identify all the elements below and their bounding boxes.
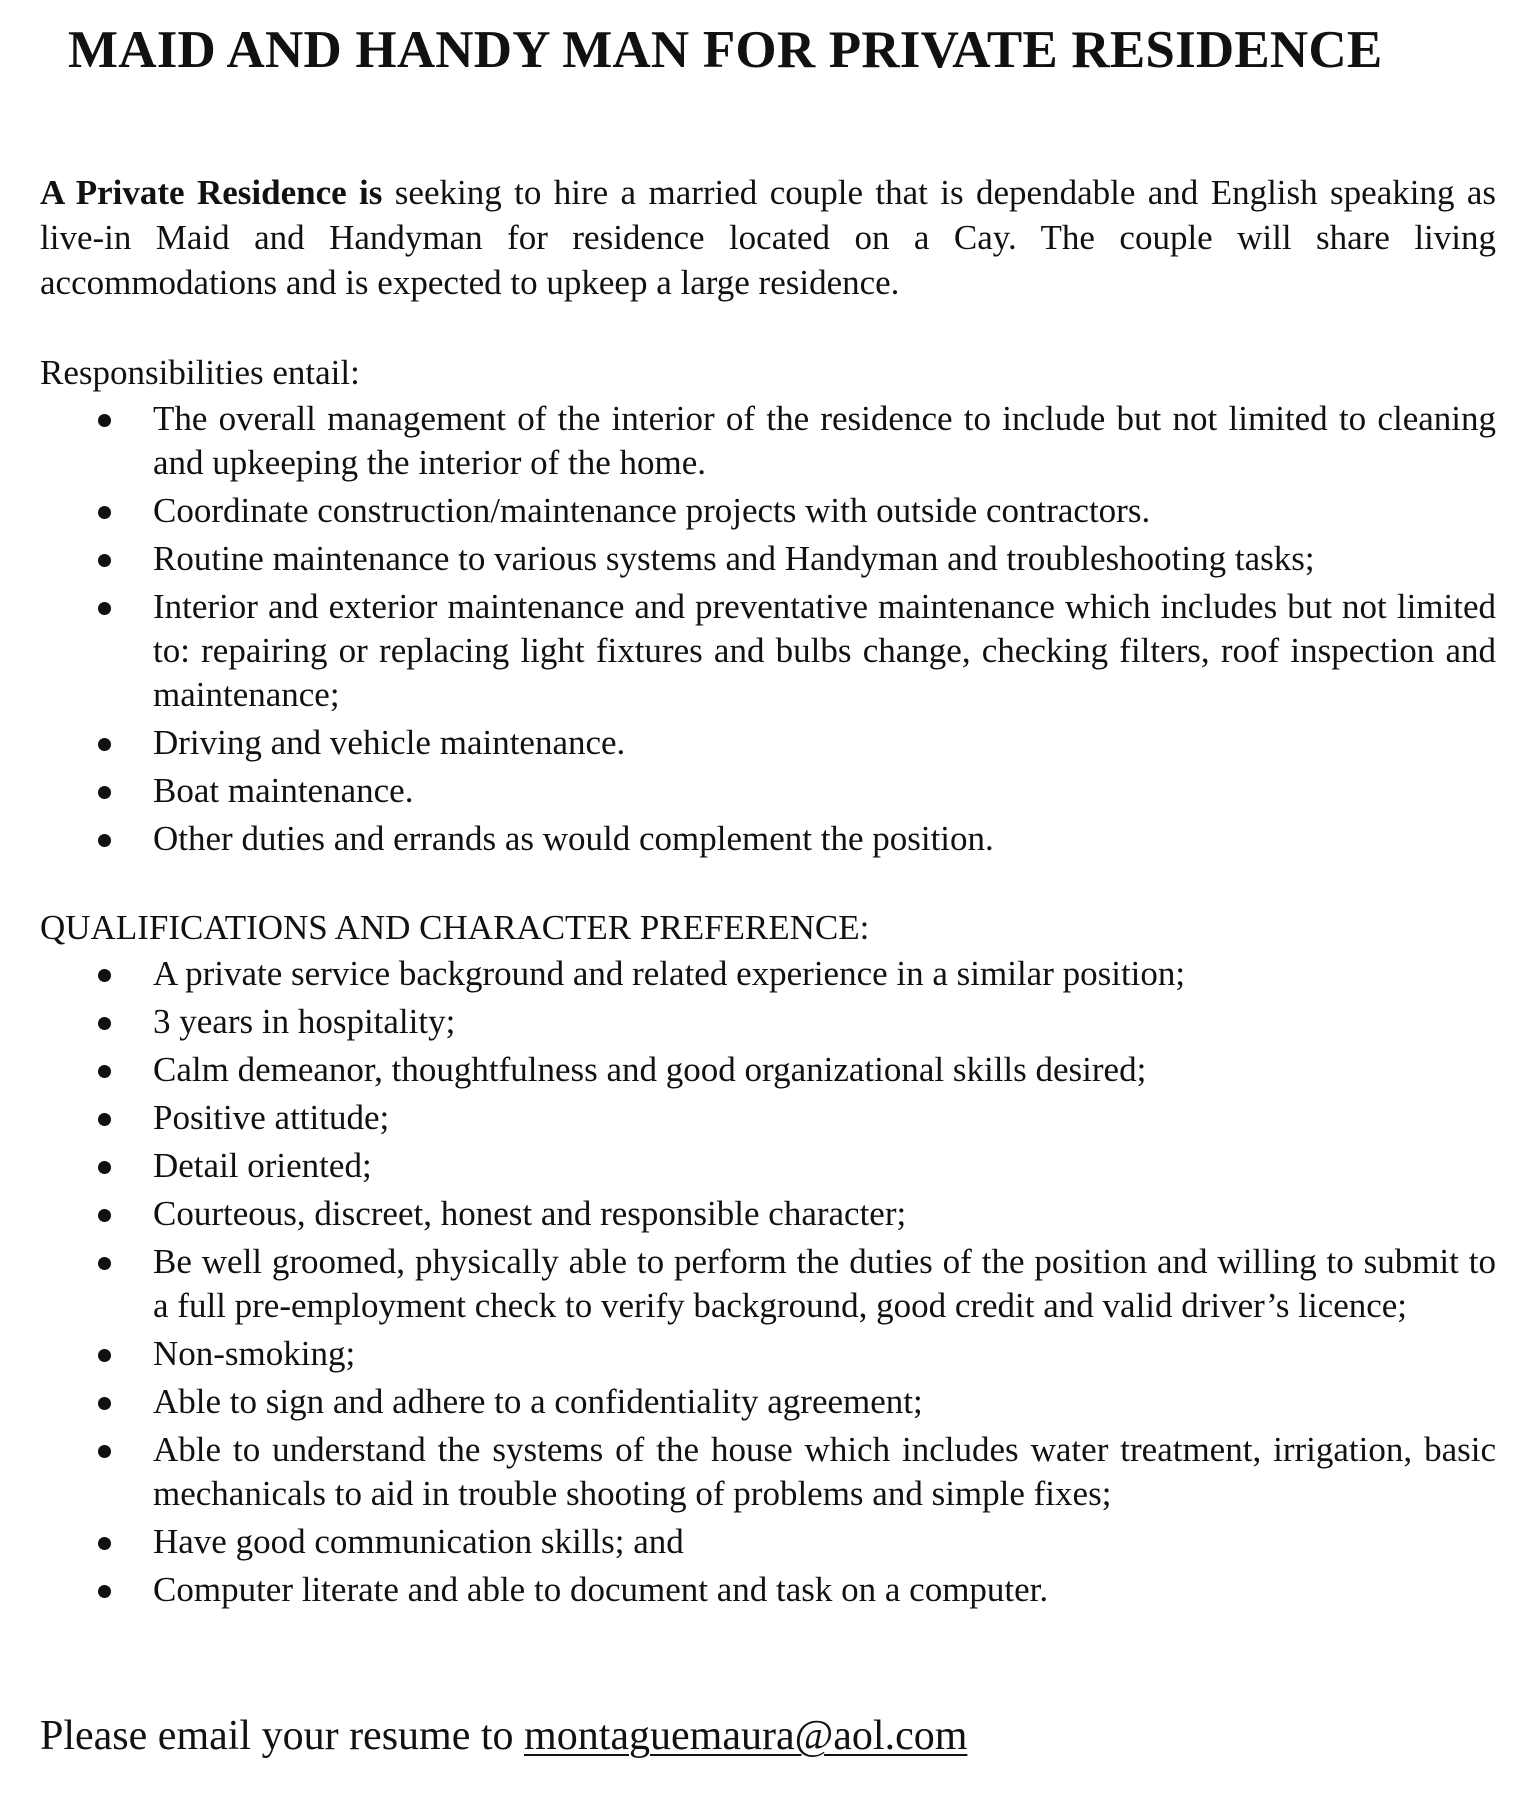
list-item bbox=[40, 817, 1496, 861]
list-item bbox=[40, 1520, 1496, 1564]
list-item-text: Positive attitude; bbox=[153, 1098, 390, 1137]
bullet-icon bbox=[98, 414, 111, 427]
bullet-icon bbox=[98, 1209, 111, 1222]
bullet-icon bbox=[98, 1349, 111, 1362]
list-item-text: Have good communication skills; and bbox=[153, 1522, 684, 1561]
list-item bbox=[40, 1000, 1496, 1044]
list-item bbox=[40, 489, 1496, 533]
email-link[interactable]: montaguemaura@aol.com bbox=[524, 1713, 968, 1759]
list-item bbox=[40, 1380, 1496, 1424]
list-item bbox=[40, 1144, 1496, 1188]
bullet-icon bbox=[98, 602, 111, 615]
list-item bbox=[40, 585, 1496, 717]
list-item-text: Able to sign and adhere to a confidentiality agreement; bbox=[153, 1382, 923, 1421]
list-item bbox=[40, 952, 1496, 996]
bullet-icon bbox=[98, 834, 111, 847]
bullet-icon bbox=[98, 1161, 111, 1174]
bullet-icon bbox=[98, 1017, 111, 1030]
list-item-text: Driving and vehicle maintenance. bbox=[153, 723, 626, 762]
bullet-icon bbox=[98, 554, 111, 567]
contact-line bbox=[40, 1710, 967, 1762]
bullet-icon bbox=[98, 1065, 111, 1078]
list-item bbox=[40, 1332, 1496, 1376]
list-item bbox=[40, 1192, 1496, 1236]
list-item-text: 3 years in hospitality; bbox=[153, 1002, 456, 1041]
list-item-text: Interior and exterior maintenance and preventative maintenance which includes but not limited to: repairing or replacing light fixtures and bulbs change, checking filters, roof inspection and maintenance; bbox=[153, 587, 1496, 714]
list-item-text: Routine maintenance to various systems and Handyman and troubleshooting tasks; bbox=[153, 539, 1315, 578]
intro-paragraph bbox=[40, 170, 1496, 305]
bullet-icon bbox=[98, 1585, 111, 1598]
list-item bbox=[40, 769, 1496, 813]
contact-prefix: Please email your resume to bbox=[40, 1713, 525, 1759]
list-item-text: Boat maintenance. bbox=[153, 771, 414, 810]
list-item bbox=[40, 1096, 1496, 1140]
bullet-icon bbox=[98, 969, 111, 982]
bullet-icon bbox=[98, 1397, 111, 1410]
bullet-icon bbox=[98, 1537, 111, 1550]
list-item bbox=[40, 1240, 1496, 1328]
list-item bbox=[40, 1048, 1496, 1092]
list-item-text: Detail oriented; bbox=[153, 1146, 372, 1185]
qualifications-list bbox=[40, 952, 1496, 1616]
bullet-icon bbox=[98, 786, 111, 799]
bullet-icon bbox=[98, 1445, 111, 1458]
page-title: MAID AND HANDY MAN FOR PRIVATE RESIDENCE bbox=[68, 21, 1383, 79]
bullet-icon bbox=[98, 1113, 111, 1126]
qualifications-heading: QUALIFICATIONS AND CHARACTER PREFERENCE: bbox=[40, 908, 870, 947]
bullet-icon bbox=[98, 1257, 111, 1270]
list-item-text: Able to understand the systems of the house which includes water treatment, irrigation, basic mechanicals to aid in trouble shooting of problems and simple fixes; bbox=[153, 1430, 1496, 1513]
responsibilities-heading: Responsibilities entail: bbox=[40, 353, 360, 392]
list-item-text: Be well groomed, physically able to perform the duties of the position and willing to submit to a full pre-employment check to verify background, good credit and valid driver’s licence; bbox=[153, 1242, 1496, 1325]
bullet-icon bbox=[98, 738, 111, 751]
bullet-icon bbox=[98, 506, 111, 519]
list-item-text: The overall management of the interior of the residence to include but not limited to cleaning and upkeeping the interior of the home. bbox=[153, 399, 1496, 482]
list-item-text: A private service background and related experience in a similar position; bbox=[153, 954, 1186, 993]
list-item-text: Courteous, discreet, honest and responsible character; bbox=[153, 1194, 907, 1233]
list-item bbox=[40, 721, 1496, 765]
list-item bbox=[40, 1428, 1496, 1516]
list-item-text: Other duties and errands as would complement the position. bbox=[153, 819, 994, 858]
list-item bbox=[40, 537, 1496, 581]
responsibilities-list bbox=[40, 397, 1496, 865]
list-item bbox=[40, 397, 1496, 485]
list-item-text: Non-smoking; bbox=[153, 1334, 356, 1373]
list-item bbox=[40, 1568, 1496, 1612]
list-item-text: Calm demeanor, thoughtfulness and good organizational skills desired; bbox=[153, 1050, 1147, 1089]
intro-lead: A Private Residence is bbox=[40, 173, 383, 212]
intro-text: seeking to hire a married couple that is dependable and English speaking as live-in Maid and Handyman for residence located on a Cay. The couple will share living accommodations and is expected to upkeep a large residence. bbox=[40, 173, 1496, 302]
list-item-text: Computer literate and able to document and task on a computer. bbox=[153, 1570, 1049, 1609]
list-item-text: Coordinate construction/maintenance projects with outside contractors. bbox=[153, 491, 1151, 530]
